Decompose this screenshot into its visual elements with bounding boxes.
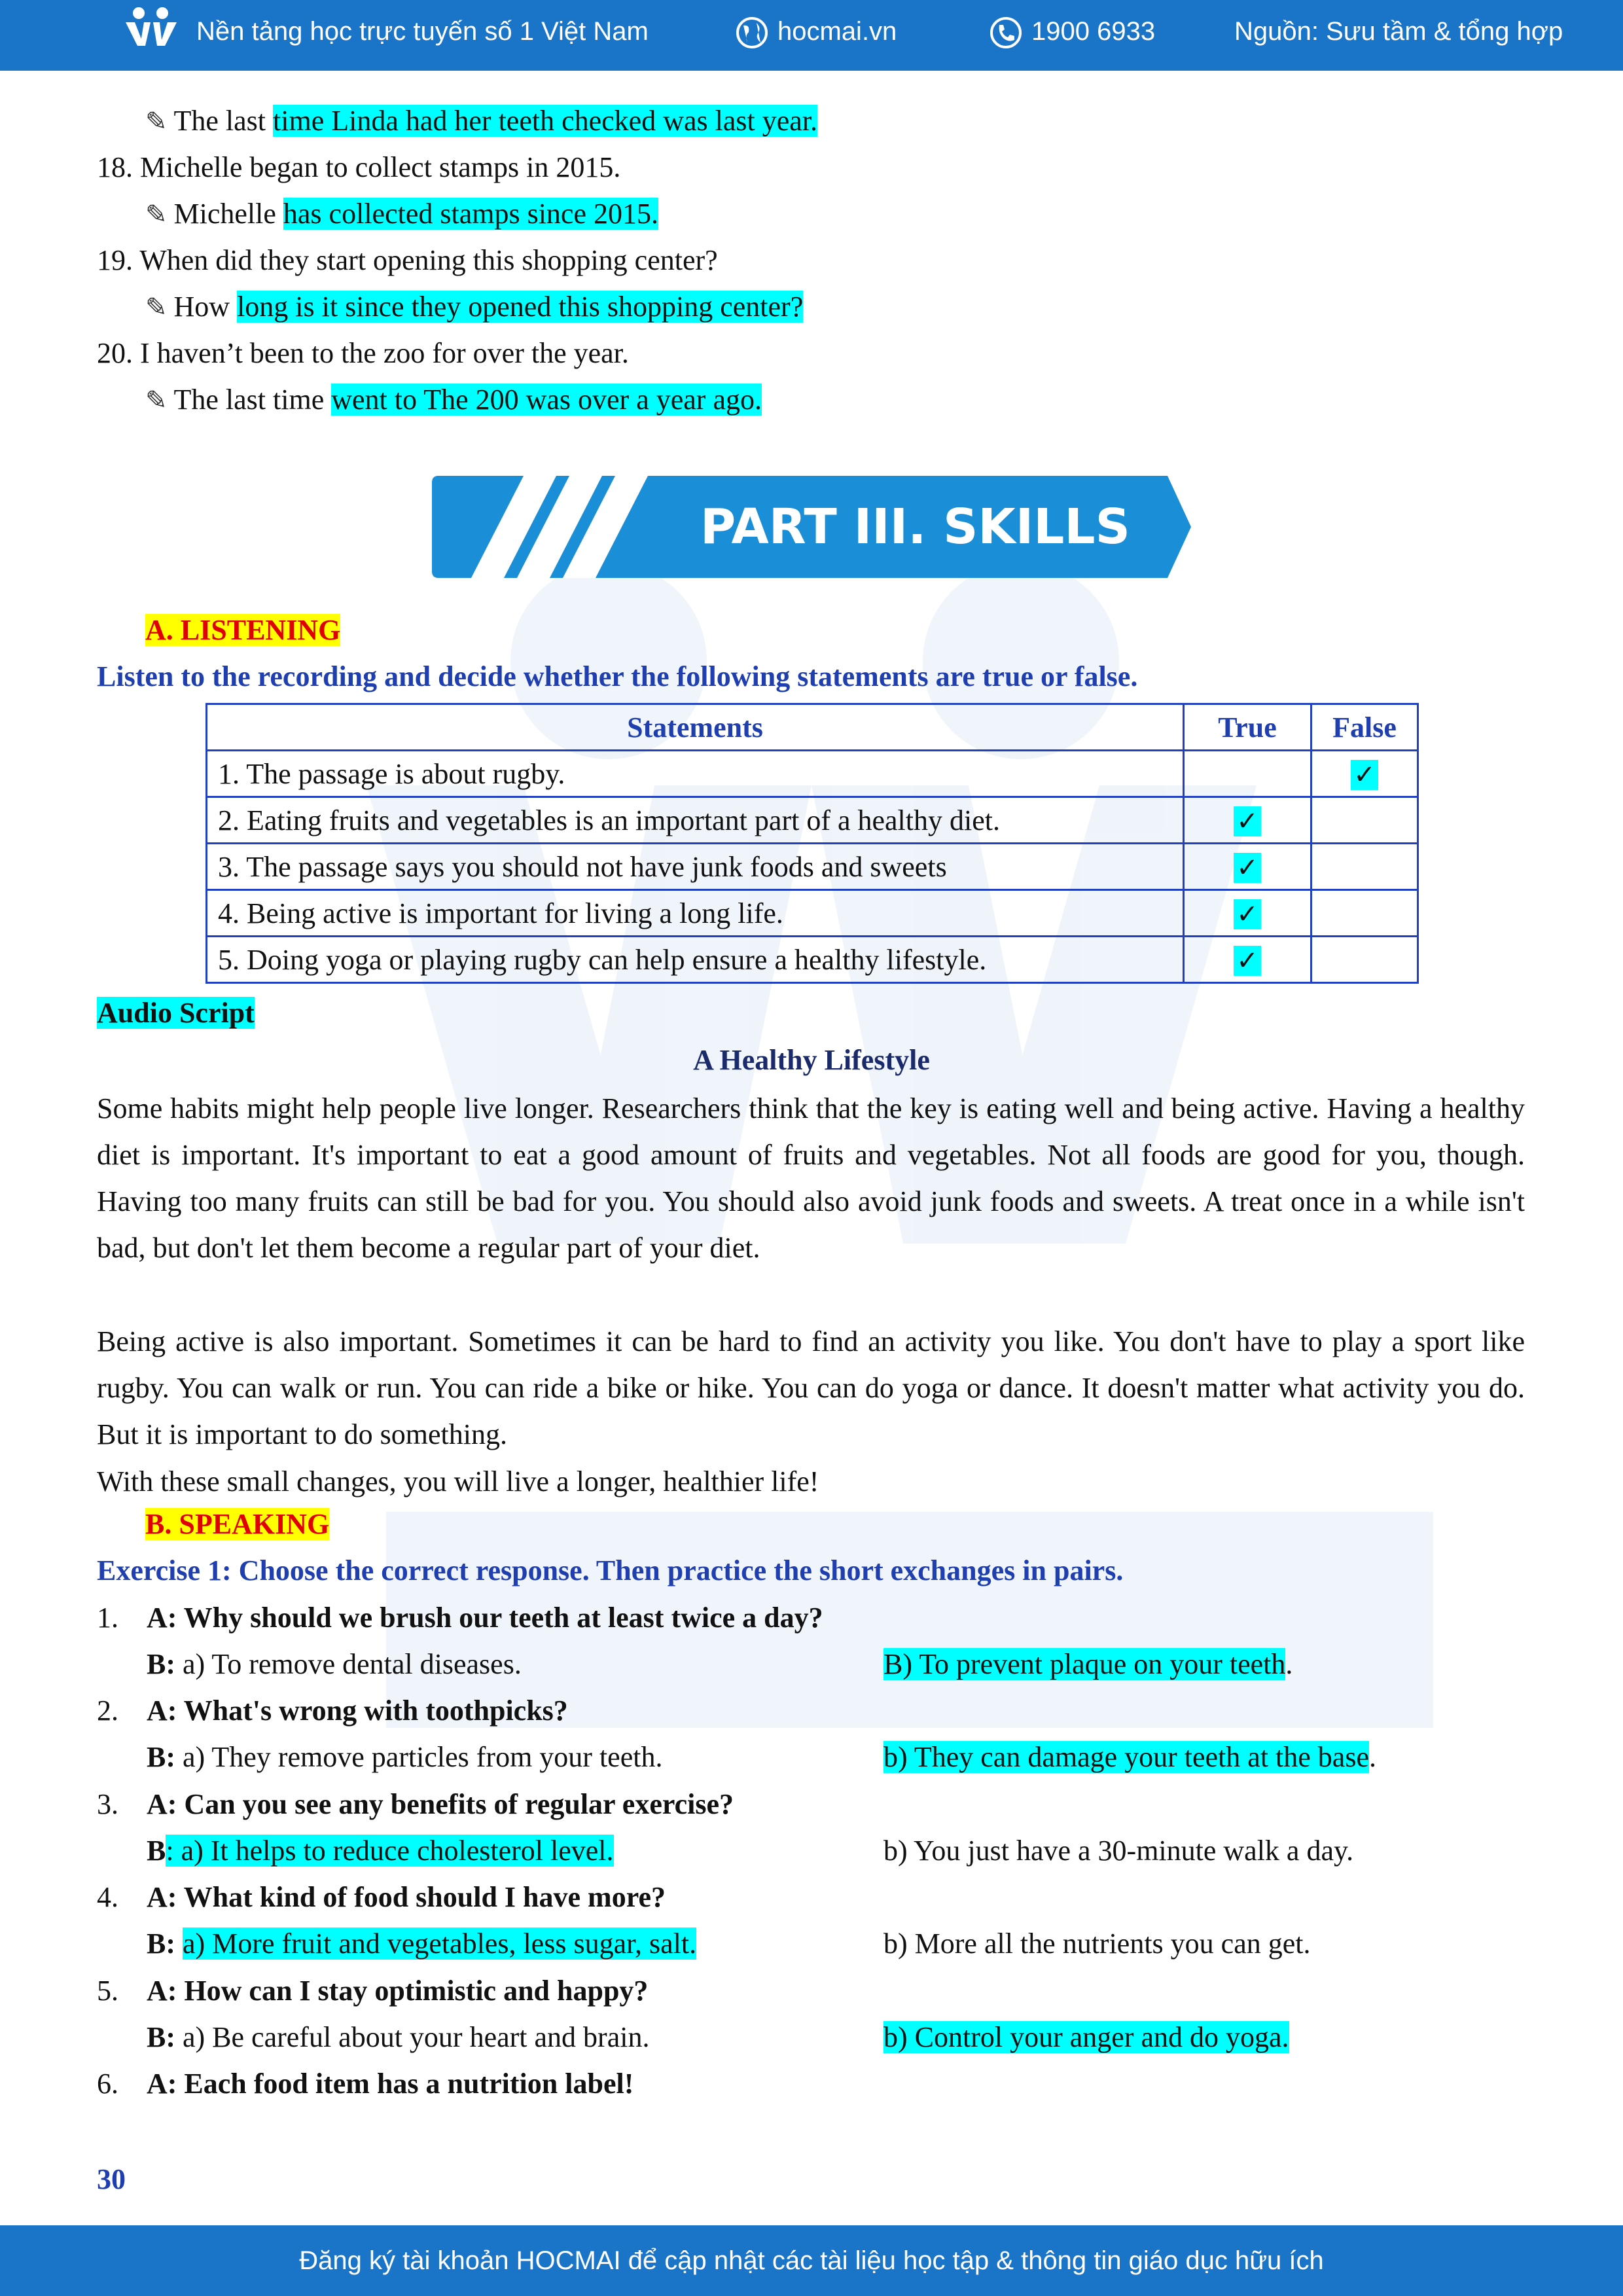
exchange-3-answers: B: a) It helps to reduce cholesterol level. xyxy=(147,1835,614,1867)
exchange-5-answers: B: a) Be careful about your heart and brain. xyxy=(147,2021,650,2053)
true-cell[interactable] xyxy=(1184,797,1311,844)
header-website[interactable] xyxy=(736,0,897,71)
option-a[interactable]: a) To remove dental diseases. xyxy=(183,1648,522,1680)
check-icon: ✓ xyxy=(1234,853,1261,883)
exchange-4-option-b[interactable]: b) More all the nutrients you can get. xyxy=(883,1928,1311,1960)
header-statements: Statements xyxy=(207,704,1184,751)
footer-bar[interactable] xyxy=(0,2225,1623,2296)
listening-heading: A. LISTENING xyxy=(145,614,341,646)
header-false: False xyxy=(1311,704,1418,751)
table-row xyxy=(207,751,1418,797)
listening-instruction: Listen to the recording and decide whether the following statements are true or false. xyxy=(97,660,1138,692)
exchange-3-question: 3. A: Can you see any benefits of regular exercise? xyxy=(97,1788,734,1820)
table-row xyxy=(207,937,1418,983)
hocmai-logo-icon xyxy=(122,4,182,62)
phone-text: 1900 6933 xyxy=(1031,17,1156,46)
statement-cell: 3. The passage says you should not have junk foods and sweets xyxy=(207,844,1184,890)
rewrite-question-18: 18. Michelle began to collect stamps in 2015. xyxy=(97,151,621,183)
exchange-2-question: 2. A: What's wrong with toothpicks? xyxy=(97,1695,568,1727)
footer-text: Đăng ký tài khoản HOCMAI để cập nhật các tài liệu học tập & thông tin giáo dục hữu ích xyxy=(299,2246,1324,2275)
banner-title: PART III. SKILLS xyxy=(700,499,1130,555)
statement-cell: 1. The passage is about rugby. xyxy=(207,751,1184,797)
option-a[interactable]: a) Be careful about your heart and brain. xyxy=(183,2021,650,2053)
table-row xyxy=(207,890,1418,937)
script-paragraph: Being active is also important. Sometimes it can be hard to find an activity you like. You don't have to play a sport like rugby. You can walk or run. You can ride a bike or hike. You can do yoga or dance. It doesn't matter what activity you do. But it is important to do something. xyxy=(97,1325,1525,1450)
website-text: hocmai.vn xyxy=(777,17,897,46)
table-row xyxy=(207,844,1418,890)
statement-cell: 4. Being active is important for living a long life. xyxy=(207,890,1184,937)
table-row xyxy=(207,797,1418,844)
exchange-4-answers: B: a) More fruit and vegetables, less sugar, salt. xyxy=(147,1928,697,1960)
option-a[interactable]: : a) It helps to reduce cholesterol level. xyxy=(166,1835,614,1867)
check-icon: ✓ xyxy=(1351,760,1378,790)
check-icon: ✓ xyxy=(1234,899,1261,929)
hocmai-logo[interactable] xyxy=(122,0,191,71)
pen-icon: ✎ xyxy=(145,386,168,415)
rewrite-question-20: 20. I haven’t been to the zoo for over the year. xyxy=(97,337,629,369)
audio-script-label: Audio Script xyxy=(97,997,255,1029)
true-cell[interactable] xyxy=(1184,844,1311,890)
top-header-bar xyxy=(0,0,1623,71)
exchange-4-question: 4. A: What kind of food should I have more? xyxy=(97,1881,666,1913)
rewrite-answer-18: ✎ Michelle has collected stamps since 2015. xyxy=(145,198,658,230)
check-icon: ✓ xyxy=(1234,946,1261,976)
false-cell[interactable] xyxy=(1311,890,1418,937)
header-phone[interactable] xyxy=(990,0,1155,71)
false-cell[interactable] xyxy=(1311,751,1418,797)
script-paragraph: With these small changes, you will live a longer, healthier life! xyxy=(97,1465,819,1498)
pen-icon: ✎ xyxy=(145,293,168,322)
true-false-table xyxy=(205,703,1419,984)
phone-icon xyxy=(990,16,1022,49)
part-banner xyxy=(432,476,1191,578)
check-icon: ✓ xyxy=(1234,806,1261,836)
true-cell[interactable] xyxy=(1184,937,1311,983)
false-cell[interactable] xyxy=(1311,937,1418,983)
statement-cell: 2. Eating fruits and vegetables is an important part of a healthy diet. xyxy=(207,797,1184,844)
option-a[interactable]: a) They remove particles from your teeth. xyxy=(183,1741,663,1773)
globe-icon xyxy=(736,16,768,49)
pen-icon: ✎ xyxy=(145,107,168,136)
rewrite-answer-17: ✎ The last time Linda had her teeth checked was last year. xyxy=(145,105,818,137)
exchange-5-option-b[interactable]: b) Control your anger and do yoga. xyxy=(883,2021,1289,2053)
page-number: 30 xyxy=(97,2163,126,2195)
rewrite-question-19: 19. When did they start opening this shopping center? xyxy=(97,244,718,276)
table-header-row xyxy=(207,704,1418,751)
statement-cell: 5. Doing yoga or playing rugby can help ensure a healthy lifestyle. xyxy=(207,937,1184,983)
exchange-1-answers: B: a) To remove dental diseases. xyxy=(147,1648,522,1680)
exchange-1-question: 1. A: Why should we brush our teeth at least twice a day? xyxy=(97,1602,823,1634)
speaking-instruction: Exercise 1: Choose the correct response. Then practice the short exchanges in pairs. xyxy=(97,1554,1124,1587)
false-cell[interactable] xyxy=(1311,797,1418,844)
script-paragraph: Some habits might help people live longer. Researchers think that the key is eating well and being active. Having a healthy diet is important. It's important to eat a good amount of fruits and vegetables. Not all foods are good for you, though. Having too many fruits can still be bad for you. You should also avoid junk foods and sweets. A treat once in a while isn't bad, but don't let them become a regular part of your diet. xyxy=(97,1092,1525,1264)
false-cell[interactable] xyxy=(1311,844,1418,890)
header-source: Nguồn: Sưu tầm & tổng hợp xyxy=(1234,17,1563,46)
script-title: A Healthy Lifestyle xyxy=(693,1044,930,1076)
exchange-5-question: 5. A: How can I stay optimistic and happy? xyxy=(97,1975,649,2007)
exchange-2-option-b[interactable]: b) They can damage your teeth at the base. xyxy=(883,1741,1376,1773)
true-cell[interactable] xyxy=(1184,890,1311,937)
header-slogan: Nền tảng học trực tuyến số 1 Việt Nam xyxy=(196,17,649,46)
exchange-3-option-b[interactable]: b) You just have a 30-minute walk a day. xyxy=(883,1835,1354,1867)
pen-icon: ✎ xyxy=(145,200,168,229)
exchange-1-option-b[interactable]: B) To prevent plaque on your teeth. xyxy=(883,1648,1293,1680)
speaking-heading: B. SPEAKING xyxy=(145,1508,330,1540)
exchange-6-question: 6. A: Each food item has a nutrition label! xyxy=(97,2068,634,2100)
exchange-2-answers: B: a) They remove particles from your teeth. xyxy=(147,1741,663,1773)
true-cell[interactable] xyxy=(1184,751,1311,797)
option-a[interactable]: a) More fruit and vegetables, less sugar, salt. xyxy=(183,1928,697,1960)
rewrite-answer-20: ✎ The last time went to The 200 was over a year ago. xyxy=(145,384,762,416)
rewrite-answer-19: ✎ How long is it since they opened this shopping center? xyxy=(145,291,804,323)
header-true: True xyxy=(1184,704,1311,751)
